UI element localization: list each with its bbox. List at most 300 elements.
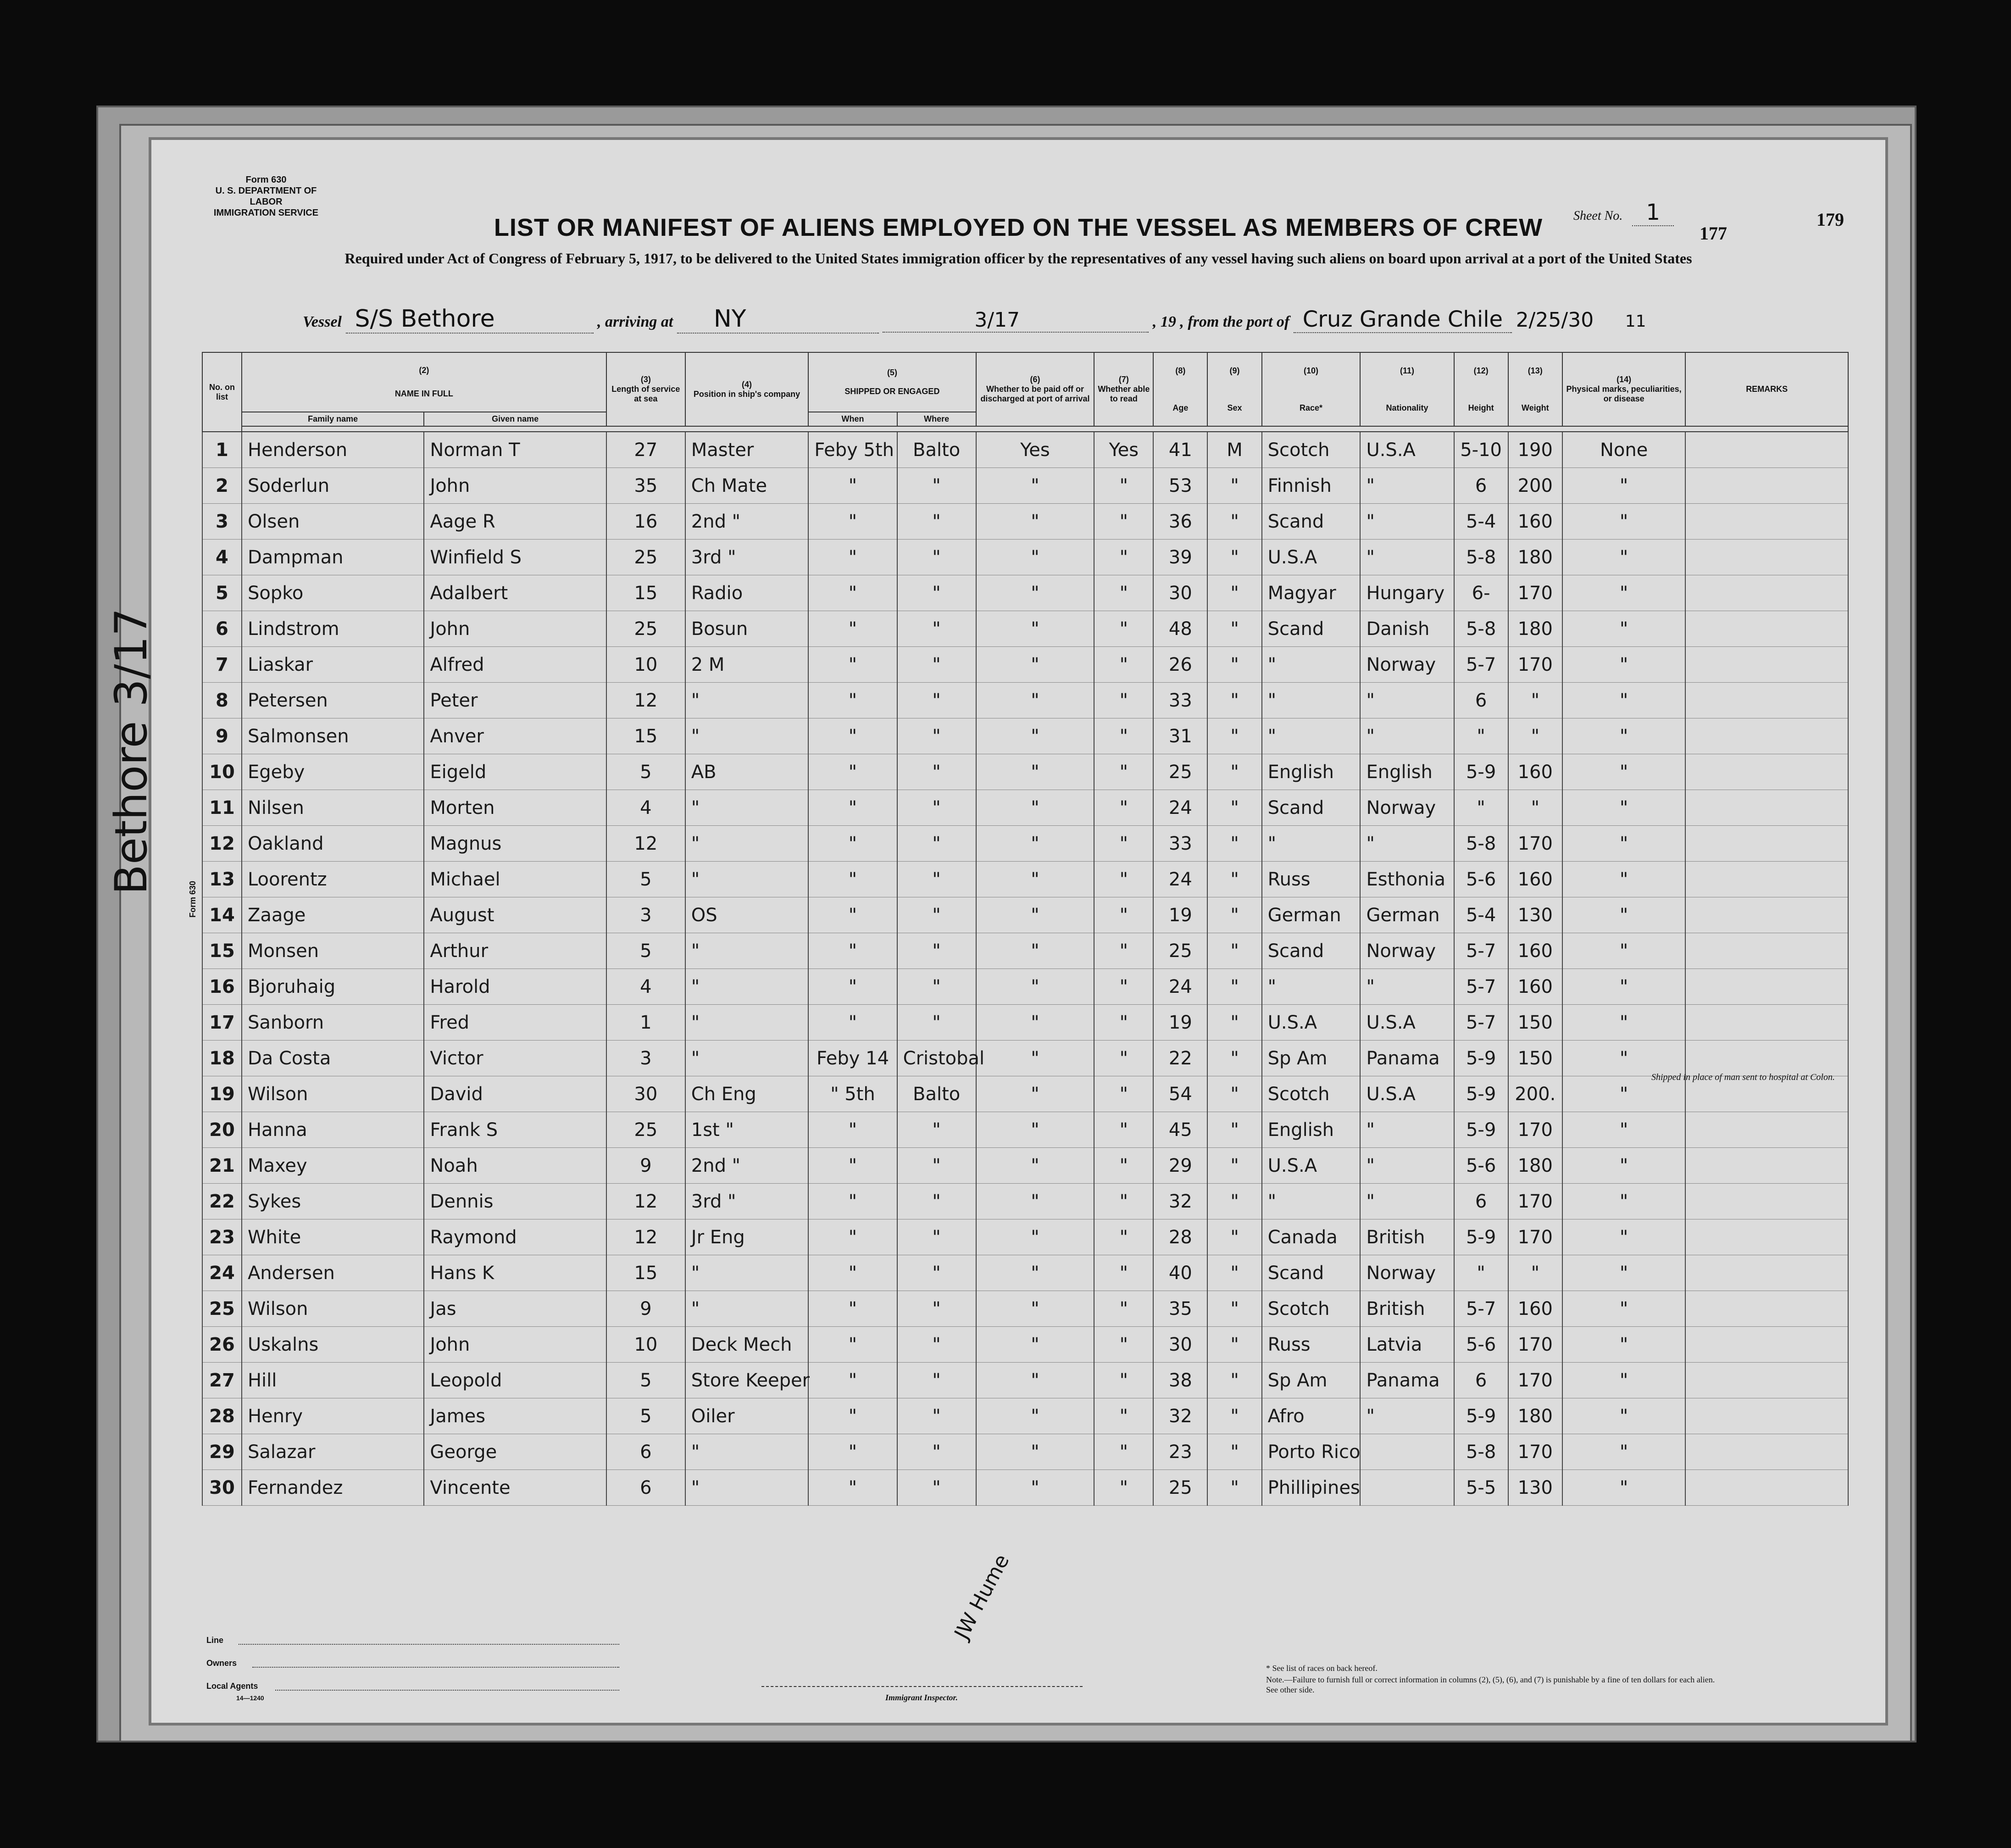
age-cell: 45 [1153, 1112, 1207, 1148]
weight-cell: 150 [1508, 1005, 1562, 1041]
race-cell: Sp Am [1262, 1041, 1361, 1076]
remarks-cell [1685, 1398, 1848, 1434]
margin-mark: 11 [1625, 312, 1646, 331]
shipped-when-cell: Feby 14 [808, 1041, 897, 1076]
col-paid-label: Whether to be paid off or discharged at port of arrival [980, 384, 1090, 403]
form-header [206, 174, 326, 218]
service-length-cell: 9 [606, 1148, 685, 1184]
remarks-cell [1685, 1148, 1848, 1184]
physical-marks-cell: " [1562, 1112, 1686, 1148]
able-to-read-cell: " [1094, 540, 1153, 575]
paid-off-cell: " [976, 683, 1094, 718]
family-name-cell: White [242, 1219, 424, 1255]
physical-marks-cell: " [1562, 1291, 1686, 1327]
service-length-cell: 5 [606, 862, 685, 897]
service-length-cell: 15 [606, 718, 685, 754]
remarks-cell [1685, 718, 1848, 754]
col-marks-header [1562, 352, 1686, 426]
row-number-cell: 24 [202, 1255, 242, 1291]
sex-cell: " [1207, 540, 1261, 575]
weight-cell: 180 [1508, 1398, 1562, 1434]
physical-marks-cell: " [1562, 1434, 1686, 1470]
shipped-where-cell: " [897, 1184, 976, 1219]
family-name-cell: Monsen [242, 933, 424, 969]
table-row [202, 540, 1848, 575]
sex-cell: " [1207, 1434, 1261, 1470]
shipped-where-cell: " [897, 1434, 976, 1470]
row-number-cell: 17 [202, 1005, 242, 1041]
row-number-cell: 6 [202, 611, 242, 647]
physical-marks-cell: " [1562, 1470, 1686, 1506]
family-name-cell: Sykes [242, 1184, 424, 1219]
service-length-cell: 30 [606, 1076, 685, 1112]
position-cell: " [685, 1291, 809, 1327]
family-name-cell: Lindstrom [242, 611, 424, 647]
race-cell: U.S.A [1262, 1148, 1361, 1184]
race-cell: Sp Am [1262, 1363, 1361, 1398]
given-name-cell: Alfred [424, 647, 606, 683]
sex-cell: " [1207, 683, 1261, 718]
family-name-cell: Henderson [242, 432, 424, 468]
table-row [202, 790, 1848, 826]
footer-agents-field [275, 1690, 619, 1691]
family-name-cell: Bjoruhaig [242, 969, 424, 1005]
col-nationality-num: (11) [1400, 366, 1414, 375]
given-name-cell: Frank S [424, 1112, 606, 1148]
col-given-header: Given name [424, 412, 606, 426]
able-to-read-cell: " [1094, 754, 1153, 790]
table-row [202, 1398, 1848, 1434]
remarks-cell [1685, 1327, 1848, 1363]
nationality-cell: Norway [1360, 933, 1454, 969]
height-cell: 6 [1454, 468, 1508, 504]
paid-off-cell: " [976, 1148, 1094, 1184]
remarks-cell [1685, 754, 1848, 790]
document-title: LIST OR MANIFEST OF ALIENS EMPLOYED ON THE VESSEL AS MEMBERS OF CREW [494, 214, 1543, 241]
nationality-cell: " [1360, 718, 1454, 754]
height-cell: 5-7 [1454, 1291, 1508, 1327]
nationality-cell: U.S.A [1360, 432, 1454, 468]
nationality-cell: " [1360, 969, 1454, 1005]
able-to-read-cell: " [1094, 826, 1153, 862]
col-sex-num: (9) [1229, 366, 1240, 375]
col-weight-label: Weight [1521, 403, 1549, 412]
shipped-where-cell: " [897, 1005, 976, 1041]
row-number-cell: 28 [202, 1398, 242, 1434]
service-length-cell: 4 [606, 969, 685, 1005]
footer-owners-label: Owners [206, 1659, 237, 1668]
shipped-when-cell: " [808, 1255, 897, 1291]
row-number-cell: 21 [202, 1148, 242, 1184]
race-cell: Porto Rico [1262, 1434, 1361, 1470]
remarks-cell [1685, 1219, 1848, 1255]
position-cell: 2nd " [685, 504, 809, 540]
family-name-cell: Henry [242, 1398, 424, 1434]
row-number-cell: 30 [202, 1470, 242, 1506]
able-to-read-cell: " [1094, 1184, 1153, 1219]
race-cell: Afro [1262, 1398, 1361, 1434]
table-row [202, 969, 1848, 1005]
position-cell: Radio [685, 575, 809, 611]
age-cell: 19 [1153, 1005, 1207, 1041]
weight-cell: 170 [1508, 1112, 1562, 1148]
sex-cell: " [1207, 897, 1261, 933]
physical-marks-cell: " [1562, 1184, 1686, 1219]
row-number-cell: 10 [202, 754, 242, 790]
able-to-read-cell: " [1094, 1363, 1153, 1398]
table-row [202, 647, 1848, 683]
col-age-header [1153, 352, 1207, 426]
physical-marks-cell: " [1562, 540, 1686, 575]
shipped-when-cell: " [808, 683, 897, 718]
inspector-signature: JW Hume [950, 1550, 1014, 1643]
nationality-cell: British [1360, 1219, 1454, 1255]
service-length-cell: 25 [606, 1112, 685, 1148]
family-name-cell: Hill [242, 1363, 424, 1398]
side-form-label: Form 630 [188, 880, 197, 918]
service-length-cell: 12 [606, 1184, 685, 1219]
shipped-where-cell: " [897, 1112, 976, 1148]
able-to-read-cell: " [1094, 504, 1153, 540]
race-cell: Scand [1262, 933, 1361, 969]
height-cell: 5-8 [1454, 1434, 1508, 1470]
able-to-read-cell: " [1094, 1470, 1153, 1506]
able-to-read-cell: " [1094, 611, 1153, 647]
physical-marks-cell: " [1562, 647, 1686, 683]
footer-note-fine: Note.—Failure to furnish full or correct information in columns (2), (5), (6), and (7) is punishable by a fine of ten dollars for each alien. See other side. [1266, 1675, 1715, 1694]
height-cell: 6 [1454, 1184, 1508, 1219]
inspector-signature-line [761, 1686, 1083, 1687]
row-number-cell: 4 [202, 540, 242, 575]
age-cell: 33 [1153, 826, 1207, 862]
remarks-cell [1685, 1291, 1848, 1327]
shipped-where-cell: " [897, 504, 976, 540]
shipped-where-cell: Balto [897, 432, 976, 468]
able-to-read-cell: " [1094, 897, 1153, 933]
nationality-cell: British [1360, 1291, 1454, 1327]
able-to-read-cell: " [1094, 1398, 1153, 1434]
col-age-num: (8) [1175, 366, 1186, 375]
paid-off-cell: " [976, 969, 1094, 1005]
given-name-cell: David [424, 1076, 606, 1112]
given-name-cell: Arthur [424, 933, 606, 969]
remarks-cell [1685, 1005, 1848, 1041]
shipped-where-cell: " [897, 1148, 976, 1184]
physical-marks-cell: " [1562, 1398, 1686, 1434]
age-cell: 48 [1153, 611, 1207, 647]
remarks-cell [1685, 504, 1848, 540]
weight-cell: 160 [1508, 1291, 1562, 1327]
family-name-cell: Oakland [242, 826, 424, 862]
weight-cell: 200. [1508, 1076, 1562, 1112]
able-to-read-cell: " [1094, 1291, 1153, 1327]
shipped-when-cell: " [808, 1398, 897, 1434]
shipped-where-cell: " [897, 897, 976, 933]
col-race-label: Race* [1299, 403, 1323, 412]
age-cell: 54 [1153, 1076, 1207, 1112]
col-service-header [606, 352, 685, 426]
shipped-where-cell: " [897, 683, 976, 718]
shipped-where-cell: " [897, 647, 976, 683]
service-length-cell: 27 [606, 432, 685, 468]
sex-cell: M [1207, 432, 1261, 468]
col-position-num: (4) [742, 379, 752, 389]
paid-off-cell: " [976, 468, 1094, 504]
shipped-when-cell: " [808, 504, 897, 540]
position-cell: Master [685, 432, 809, 468]
nationality-cell: " [1360, 826, 1454, 862]
remark-da-costa: Shipped in place of man sent to hospital at Colon. [1651, 1072, 1835, 1082]
col-service-num: (3) [640, 375, 651, 384]
position-cell: " [685, 1255, 809, 1291]
race-cell: " [1262, 683, 1361, 718]
paid-off-cell: " [976, 611, 1094, 647]
sex-cell: " [1207, 790, 1261, 826]
height-cell: 5-9 [1454, 1041, 1508, 1076]
able-to-read-cell: " [1094, 933, 1153, 969]
table-row [202, 754, 1848, 790]
row-number-cell: 5 [202, 575, 242, 611]
weight-cell: " [1508, 718, 1562, 754]
col-family-header: Family name [242, 412, 424, 426]
race-cell: English [1262, 1112, 1361, 1148]
remarks-cell [1685, 1041, 1848, 1076]
shipped-when-cell: " 5th [808, 1076, 897, 1112]
sex-cell: " [1207, 647, 1261, 683]
given-name-cell: August [424, 897, 606, 933]
shipped-when-cell: Feby 5th [808, 432, 897, 468]
sex-cell: " [1207, 1363, 1261, 1398]
position-cell: Bosun [685, 611, 809, 647]
table-row [202, 611, 1848, 647]
given-name-cell: Vincente [424, 1470, 606, 1506]
remarks-cell [1685, 1184, 1848, 1219]
sex-cell: " [1207, 1041, 1261, 1076]
race-cell: Finnish [1262, 468, 1361, 504]
position-cell: Oiler [685, 1398, 809, 1434]
weight-cell: 180 [1508, 540, 1562, 575]
remarks-cell [1685, 432, 1848, 468]
shipped-where-cell: " [897, 862, 976, 897]
nationality-cell: Panama [1360, 1041, 1454, 1076]
shipped-when-cell: " [808, 826, 897, 862]
paid-off-cell: Yes [976, 432, 1094, 468]
shipped-when-cell: " [808, 575, 897, 611]
race-cell: Scand [1262, 611, 1361, 647]
remarks-cell [1685, 790, 1848, 826]
row-number-cell: 7 [202, 647, 242, 683]
service-length-cell: 25 [606, 540, 685, 575]
physical-marks-cell: " [1562, 862, 1686, 897]
table-row [202, 1470, 1848, 1506]
age-cell: 26 [1153, 647, 1207, 683]
nationality-cell: U.S.A [1360, 1005, 1454, 1041]
col-read-label: Whether able to read [1098, 384, 1150, 403]
race-cell: Scand [1262, 790, 1361, 826]
height-cell: 5-5 [1454, 1470, 1508, 1506]
physical-marks-cell: " [1562, 969, 1686, 1005]
shipped-where-cell: " [897, 1398, 976, 1434]
arrival-port: NY [677, 305, 879, 334]
col-read-num: (7) [1118, 375, 1129, 384]
height-cell: 5-6 [1454, 862, 1508, 897]
physical-marks-cell: " [1562, 718, 1686, 754]
height-cell: 5-9 [1454, 1112, 1508, 1148]
table-row [202, 432, 1848, 468]
shipped-when-cell: " [808, 540, 897, 575]
table-row [202, 468, 1848, 504]
remarks-cell [1685, 826, 1848, 862]
shipped-where-cell: " [897, 611, 976, 647]
height-cell: 5-9 [1454, 1076, 1508, 1112]
nationality-cell: " [1360, 1148, 1454, 1184]
physical-marks-cell: " [1562, 790, 1686, 826]
service-length-cell: 9 [606, 1291, 685, 1327]
table-row [202, 504, 1848, 540]
physical-marks-cell: " [1562, 1076, 1686, 1112]
remarks-cell [1685, 933, 1848, 969]
service-length-cell: 12 [606, 826, 685, 862]
given-name-cell: Raymond [424, 1219, 606, 1255]
shipped-where-cell: " [897, 969, 976, 1005]
given-name-cell: Victor [424, 1041, 606, 1076]
race-cell: Canada [1262, 1219, 1361, 1255]
family-name-cell: Loorentz [242, 862, 424, 897]
position-cell: 2 M [685, 647, 809, 683]
remarks-cell [1685, 468, 1848, 504]
position-cell: Ch Eng [685, 1076, 809, 1112]
sex-cell: " [1207, 1470, 1261, 1506]
able-to-read-cell: " [1094, 1005, 1153, 1041]
age-cell: 28 [1153, 1219, 1207, 1255]
given-name-cell: Magnus [424, 826, 606, 862]
race-cell: U.S.A [1262, 1005, 1361, 1041]
shipped-where-cell: " [897, 1327, 976, 1363]
department-name: U. S. DEPARTMENT OF LABOR [215, 186, 317, 207]
table-row [202, 1363, 1848, 1398]
vessel-label: Vessel [303, 313, 342, 330]
paid-off-cell: " [976, 933, 1094, 969]
nationality-cell: Norway [1360, 1255, 1454, 1291]
row-number-cell: 23 [202, 1219, 242, 1255]
able-to-read-cell: " [1094, 1148, 1153, 1184]
row-number-cell: 12 [202, 826, 242, 862]
table-row [202, 1327, 1848, 1363]
family-name-cell: Maxey [242, 1148, 424, 1184]
height-cell: 5-6 [1454, 1327, 1508, 1363]
nationality-cell: " [1360, 683, 1454, 718]
row-number-cell: 22 [202, 1184, 242, 1219]
able-to-read-cell: " [1094, 1434, 1153, 1470]
height-cell: 5-9 [1454, 1398, 1508, 1434]
race-cell: English [1262, 754, 1361, 790]
inspector-label: Immigrant Inspector. [885, 1693, 958, 1702]
shipped-when-cell: " [808, 1219, 897, 1255]
age-cell: 25 [1153, 754, 1207, 790]
sex-cell: " [1207, 1219, 1261, 1255]
paid-off-cell: " [976, 647, 1094, 683]
position-cell: Store Keeper [685, 1363, 809, 1398]
page-number-179: 179 [1817, 209, 1844, 230]
row-number-cell: 1 [202, 432, 242, 468]
service-length-cell: 3 [606, 897, 685, 933]
table-row [202, 1148, 1848, 1184]
weight-cell: 170 [1508, 647, 1562, 683]
race-cell: Russ [1262, 862, 1361, 897]
vessel-name: S/S Bethore [346, 305, 594, 334]
col-marks-label: Physical marks, peculiarities, or disease [1566, 384, 1682, 403]
sex-cell: " [1207, 933, 1261, 969]
position-cell: " [685, 1434, 809, 1470]
sex-cell: " [1207, 504, 1261, 540]
paid-off-cell: " [976, 1041, 1094, 1076]
shipped-when-cell: " [808, 1327, 897, 1363]
shipped-where-cell: " [897, 1255, 976, 1291]
race-cell: U.S.A [1262, 540, 1361, 575]
family-name-cell: Wilson [242, 1076, 424, 1112]
position-cell: " [685, 1005, 809, 1041]
physical-marks-cell: " [1562, 575, 1686, 611]
weight-cell: 130 [1508, 1470, 1562, 1506]
weight-cell: 160 [1508, 504, 1562, 540]
shipped-when-cell: " [808, 969, 897, 1005]
shipped-when-cell: " [808, 754, 897, 790]
position-cell: 3rd " [685, 1184, 809, 1219]
side-handwriting: Bethore 3/17 [106, 608, 157, 895]
family-name-cell: Fernandez [242, 1470, 424, 1506]
able-to-read-cell: " [1094, 718, 1153, 754]
service-length-cell: 6 [606, 1470, 685, 1506]
paid-off-cell: " [976, 790, 1094, 826]
paid-off-cell: " [976, 1112, 1094, 1148]
remarks-cell [1685, 611, 1848, 647]
paid-off-cell: " [976, 897, 1094, 933]
given-name-cell: John [424, 611, 606, 647]
position-cell: " [685, 718, 809, 754]
sex-cell: " [1207, 826, 1261, 862]
position-cell: Deck Mech [685, 1327, 809, 1363]
paid-off-cell: " [976, 575, 1094, 611]
age-cell: 25 [1153, 1470, 1207, 1506]
table-row [202, 1434, 1848, 1470]
sex-cell: " [1207, 862, 1261, 897]
able-to-read-cell: " [1094, 1327, 1153, 1363]
age-cell: 35 [1153, 1291, 1207, 1327]
col-height-label: Height [1468, 403, 1494, 412]
col-age-label: Age [1172, 403, 1189, 412]
family-name-cell: Uskalns [242, 1327, 424, 1363]
given-name-cell: George [424, 1434, 606, 1470]
service-name: IMMIGRATION SERVICE [213, 208, 319, 218]
weight-cell: 130 [1508, 897, 1562, 933]
remarks-cell [1685, 897, 1848, 933]
weight-cell: 170 [1508, 575, 1562, 611]
height-cell: 5-9 [1454, 1219, 1508, 1255]
able-to-read-cell: " [1094, 647, 1153, 683]
service-length-cell: 5 [606, 933, 685, 969]
shipped-when-cell: " [808, 647, 897, 683]
nationality-cell: English [1360, 754, 1454, 790]
position-cell: 3rd " [685, 540, 809, 575]
col-position-label: Position in ship's company [693, 389, 800, 399]
given-name-cell: Norman T [424, 432, 606, 468]
departure-port: Cruz Grande Chile [1294, 306, 1512, 333]
shipped-when-cell: " [808, 1434, 897, 1470]
row-number-cell: 16 [202, 969, 242, 1005]
position-cell: " [685, 683, 809, 718]
service-length-cell: 15 [606, 575, 685, 611]
remarks-cell [1685, 1470, 1848, 1506]
